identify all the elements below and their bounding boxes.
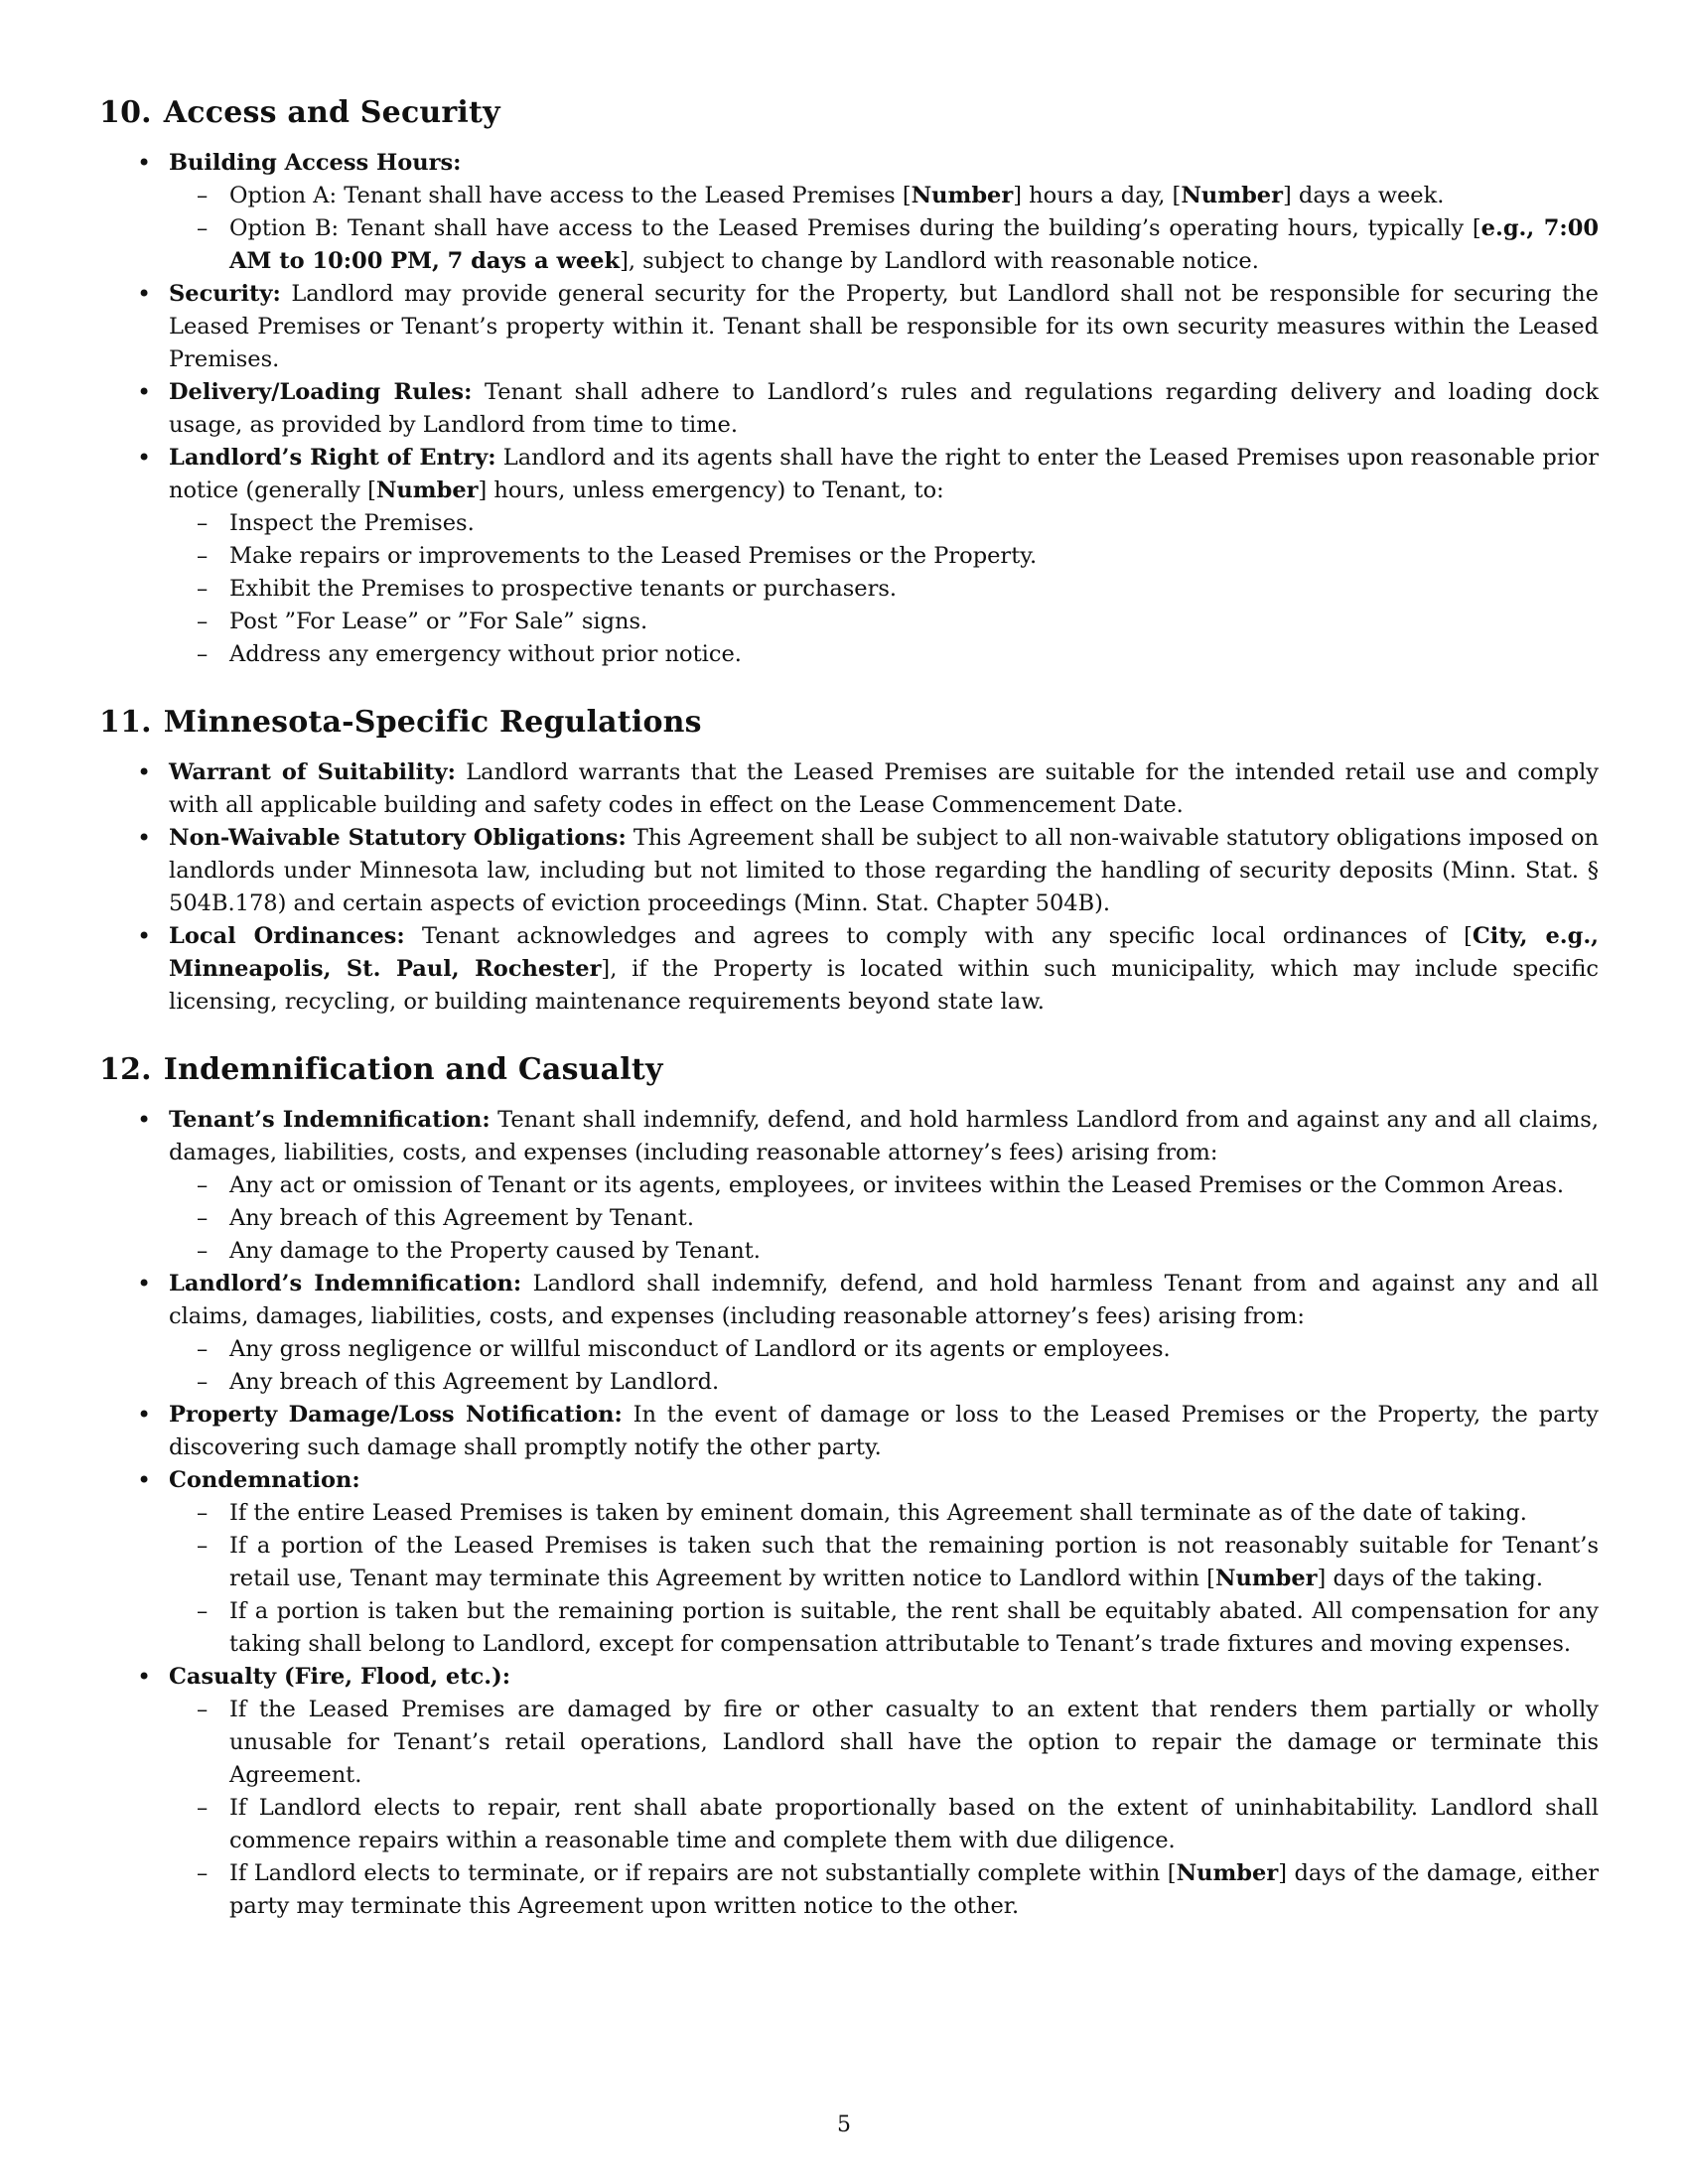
sub-item bbox=[169, 606, 1599, 638]
body-text: Any breach of this Agreement by Tenant. bbox=[229, 1205, 694, 1231]
sub-item bbox=[169, 212, 1599, 278]
clause-item bbox=[99, 1464, 1599, 1661]
clause-label: Delivery/Loading Rules: bbox=[169, 379, 473, 405]
body-text: Option B: Tenant shall have access to the Leased Premises during the building’s operating hours, typically [ bbox=[229, 215, 1481, 241]
clause-label: Building Access Hours: bbox=[169, 150, 462, 176]
clause-text: Tenant shall indemnify, defend, and hold harmless Landlord from and against any and all claims, damages, liabilities, costs, and expenses (including reasonable attorney’s fees) arising from: bbox=[169, 1107, 1599, 1165]
clause-item bbox=[99, 822, 1599, 920]
sub-list bbox=[169, 1497, 1599, 1661]
sub-item bbox=[169, 507, 1599, 540]
clause-item bbox=[99, 1268, 1599, 1399]
body-text: ], subject to change by Landlord with reasonable notice. bbox=[620, 248, 1259, 274]
section-number: 12. bbox=[99, 1052, 152, 1087]
body-text: If a portion of the Leased Premises is taken such that the remaining portion is not reasonably suitable for Tenant’s retail use, Tenant may terminate this Agreement by written notice to Landlord within [ bbox=[229, 1533, 1599, 1591]
clause-text: This Agreement shall be subject to all non-waivable statutory obligations imposed on landlords under Minnesota law, including but not limited to those regarding the handling of security deposits (Minn. Stat. § 504B.178) and certain aspects of eviction proceedings (Minn. Stat. Chapter 504B). bbox=[169, 825, 1599, 916]
body-text: Any breach of this Agreement by Landlord. bbox=[229, 1369, 720, 1395]
clause-label: Security: bbox=[169, 281, 281, 307]
sub-item bbox=[169, 1792, 1599, 1857]
body-text: ] days of the taking. bbox=[1317, 1566, 1544, 1591]
section-heading bbox=[99, 1048, 1599, 1092]
clause-item bbox=[99, 756, 1599, 822]
body-text: If a portion is taken but the remaining portion is suitable, the rent shall be equitably abated. All compensation for any taking shall belong to Landlord, except for compensation attributable to Tenant’s trade fixtures and moving expenses. bbox=[229, 1598, 1599, 1657]
page-number: 5 bbox=[837, 2113, 851, 2137]
body-text: Any gross negligence or willful misconduct of Landlord or its agents or employees. bbox=[229, 1336, 1171, 1362]
clause-text: Landlord shall indemnify, defend, and hold harmless Tenant from and against any and all claims, damages, liabilities, costs, and expenses (including reasonable attorney’s fees) arising from: bbox=[169, 1271, 1599, 1329]
sub-item bbox=[169, 1366, 1599, 1399]
clause-item bbox=[99, 920, 1599, 1019]
sub-item bbox=[169, 1857, 1599, 1923]
placeholder-text: Number bbox=[1214, 1566, 1318, 1591]
sub-item bbox=[169, 1595, 1599, 1661]
placeholder-text: Number bbox=[375, 478, 479, 503]
sub-item bbox=[169, 1202, 1599, 1235]
body-text: Exhibit the Premises to prospective tenants or purchasers. bbox=[229, 576, 898, 602]
body-text: ] days a week. bbox=[1282, 183, 1445, 208]
section bbox=[99, 91, 1599, 671]
clause-label: Landlord’s Right of Entry: bbox=[169, 445, 496, 471]
clause-text: Landlord may provide general security for the Property, but Landlord shall not be responsible for securing the Leased Premises or Tenant’s property within it. Tenant shall be responsible for its own security measures within the Leased Premises. bbox=[169, 281, 1599, 372]
sub-item bbox=[169, 638, 1599, 671]
sub-item bbox=[169, 1333, 1599, 1366]
sub-item bbox=[169, 180, 1599, 212]
clause-label: Warrant of Suitability: bbox=[169, 759, 456, 785]
section bbox=[99, 1048, 1599, 1923]
section-heading bbox=[99, 91, 1599, 135]
clause-item bbox=[99, 278, 1599, 376]
body-text: ] hours, unless emergency) to Tenant, to: bbox=[478, 478, 944, 503]
body-text: ] days of the damage, either party may terminate this Agreement upon written notice to the other. bbox=[229, 1860, 1599, 1919]
placeholder-text: Number bbox=[1181, 183, 1283, 208]
section-number: 10. bbox=[99, 95, 152, 130]
body-text: If Landlord elects to repair, rent shall abate proportionally based on the extent of uninhabitability. Landlord shall commence repairs within a reasonable time and complete them with due diligence. bbox=[229, 1795, 1599, 1853]
placeholder-text: City, e.g., Minneapolis, St. Paul, Rochester bbox=[169, 923, 1600, 982]
body-text: ] hours a day, [ bbox=[1013, 183, 1182, 208]
placeholder-text: e.g., 7:00 AM to 10:00 PM, 7 days a week bbox=[229, 215, 1599, 274]
clause-list bbox=[99, 147, 1599, 671]
section-heading bbox=[99, 701, 1599, 745]
clause-label: Condemnation: bbox=[169, 1467, 360, 1493]
body-text: Option A: Tenant shall have access to the Leased Premises [ bbox=[229, 183, 912, 208]
sub-item bbox=[169, 1235, 1599, 1268]
clause-label: Landlord’s Indemnification: bbox=[169, 1271, 522, 1297]
clause-label: Property Damage/Loss Notification: bbox=[169, 1402, 623, 1428]
clause-label: Local Ordinances: bbox=[169, 923, 405, 949]
sub-item bbox=[169, 573, 1599, 606]
clause-item bbox=[99, 376, 1599, 442]
placeholder-text: Number bbox=[911, 183, 1014, 208]
clause-item bbox=[99, 1399, 1599, 1464]
sub-item bbox=[169, 1530, 1599, 1595]
clause-text: Landlord warrants that the Leased Premises are suitable for the intended retail use and comply with all applicable building and safety codes in effect on the Lease Commencement Date. bbox=[169, 759, 1600, 818]
section-title: Minnesota-Specific Regulations bbox=[163, 705, 702, 740]
body-text: If Landlord elects to terminate, or if repairs are not substantially complete within [ bbox=[229, 1860, 1177, 1886]
clause-list bbox=[99, 1104, 1599, 1923]
body-text: If the Leased Premises are damaged by fire or other casualty to an extent that renders them partially or wholly unusable for Tenant’s retail operations, Landlord shall have the option to repair the damage or terminate this Agreement. bbox=[229, 1697, 1599, 1788]
clause-label: Tenant’s Indemnification: bbox=[169, 1107, 491, 1133]
sub-item bbox=[169, 540, 1599, 573]
clause-label: Non-Waivable Statutory Obligations: bbox=[169, 825, 627, 851]
body-text: Address any emergency without prior notice. bbox=[229, 641, 742, 667]
sub-list bbox=[169, 507, 1599, 671]
clause-text: Tenant shall adhere to Landlord’s rules and regulations regarding delivery and loading dock usage, as provided by Landlord from time to time. bbox=[169, 379, 1599, 438]
clause-item bbox=[99, 442, 1599, 671]
body-text: Tenant acknowledges and agrees to comply with any specific local ordinances of [ bbox=[421, 923, 1473, 949]
body-text: ], if the Property is located within such municipality, which may include specific licensing, recycling, or building maintenance requirements beyond state law. bbox=[169, 956, 1599, 1015]
body-text: Inspect the Premises. bbox=[229, 510, 475, 536]
sub-list bbox=[169, 1333, 1599, 1399]
section-title: Access and Security bbox=[163, 95, 500, 130]
clause-item bbox=[99, 1661, 1599, 1923]
body-text: If the entire Leased Premises is taken by eminent domain, this Agreement shall terminate as of the date of taking. bbox=[229, 1500, 1527, 1526]
sub-list bbox=[169, 180, 1599, 278]
clause-label: Casualty (Fire, Flood, etc.): bbox=[169, 1664, 511, 1690]
section-title: Indemnification and Casualty bbox=[163, 1052, 663, 1087]
body-text: Any damage to the Property caused by Tenant. bbox=[229, 1238, 761, 1264]
section bbox=[99, 701, 1599, 1019]
sub-list bbox=[169, 1694, 1599, 1923]
body-text: Make repairs or improvements to the Leased Premises or the Property. bbox=[229, 543, 1038, 569]
sub-list bbox=[169, 1169, 1599, 1268]
body-text: Post ”For Lease” or ”For Sale” signs. bbox=[229, 609, 648, 634]
section-number: 11. bbox=[99, 705, 152, 740]
placeholder-text: Number bbox=[1176, 1860, 1279, 1886]
sub-item bbox=[169, 1497, 1599, 1530]
sub-item bbox=[169, 1169, 1599, 1202]
sub-item bbox=[169, 1694, 1599, 1792]
body-text: Any act or omission of Tenant or its agents, employees, or invitees within the Leased Premises or the Common Areas. bbox=[229, 1172, 1565, 1198]
clause-text: In the event of damage or loss to the Leased Premises or the Property, the party discovering such damage shall promptly notify the other party. bbox=[169, 1402, 1600, 1460]
clause-item bbox=[99, 1104, 1599, 1268]
body-text: Landlord and its agents shall have the right to enter the Leased Premises upon reasonable prior notice (generally [ bbox=[169, 445, 1599, 503]
clause-list bbox=[99, 756, 1599, 1019]
clause-item bbox=[99, 147, 1599, 278]
document-page bbox=[99, 91, 1599, 1953]
